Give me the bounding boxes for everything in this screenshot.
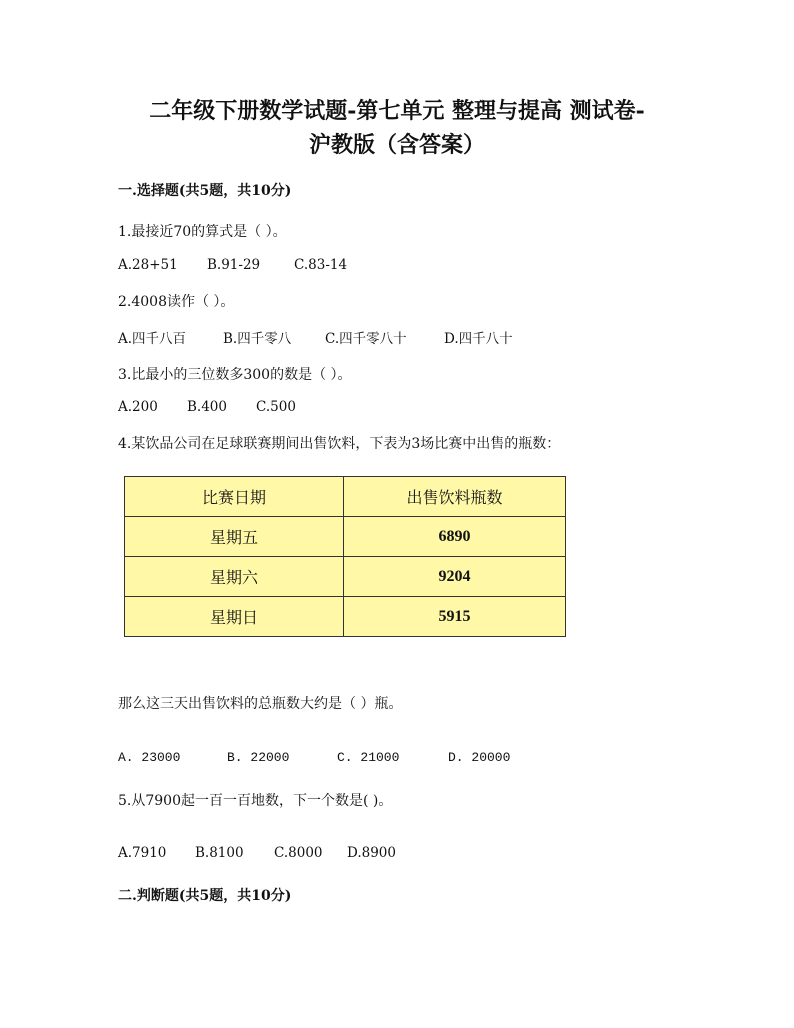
q4-option-d: D. 20000 [448,750,511,765]
q5-option-a: A.7910 [118,845,167,861]
q5-option-b: B.8100 [195,845,244,861]
q5-option-c: C.8000 [274,845,323,861]
q2-option-d: D.四千八十 [444,331,513,347]
q2-option-c: C.四千零八十 [325,331,407,347]
table-header-bottles: 出售饮料瓶数 [344,477,566,517]
q4-option-b: B. 22000 [227,750,290,765]
q2-option-a: A.四千八百 [118,331,187,347]
question-2-options [118,327,513,347]
q3-option-b: B.400 [187,399,227,415]
question-2-text: 2.4008读作（ ）。 [118,294,235,310]
question-5-options [118,845,396,861]
question-5-text: 5.从7900起一百一百地数，下一个数是( )。 [118,793,393,809]
q5-option-d: D.8900 [347,845,396,861]
table-row [125,517,566,557]
table-cell-day: 星期五 [125,517,344,557]
table-header-date: 比赛日期 [125,477,344,517]
table-row [125,557,566,597]
section-heading-judgment: 二.判断题(共5题，共10分) [118,888,292,904]
table-cell-bottles: 9204 [344,557,566,597]
question-4-options [118,750,510,765]
q1-option-c: C.83-14 [294,257,348,273]
question-4-followup: 那么这三天出售饮料的总瓶数大约是（ ）瓶。 [118,696,403,712]
table-cell-bottles: 6890 [344,517,566,557]
exam-title-line-2: 沪教版（含答案） [308,132,485,158]
table-row [125,597,566,637]
table-header-row [125,477,566,517]
table-cell-day: 星期六 [125,557,344,597]
q3-option-a: A.200 [118,399,158,415]
q4-option-c: C. 21000 [337,750,400,765]
q1-option-a: A.28+51 [118,257,178,273]
section-heading-choice: 一.选择题(共5题，共10分) [118,183,292,199]
question-3-options [118,399,296,415]
table-cell-day: 星期日 [125,597,344,637]
q2-option-b: B.四千零八 [223,331,292,347]
question-1-text: 1.最接近70的算式是（ ）。 [118,224,287,240]
question-3-text: 3.比最小的三位数多300的数是（ ）。 [118,367,352,383]
exam-title-line-1: 二年级下册数学试题-第七单元 整理与提高 测试卷- [149,98,645,124]
table-cell-bottles: 5915 [344,597,566,637]
question-1-options [118,257,347,273]
q3-option-c: C.500 [256,399,296,415]
sales-table [124,476,566,637]
q1-option-b: B.91-29 [207,257,261,273]
question-4-text: 4.某饮品公司在足球联赛期间出售饮料，下表为3场比赛中出售的瓶数： [118,436,561,452]
q4-option-a: A. 23000 [118,750,181,765]
